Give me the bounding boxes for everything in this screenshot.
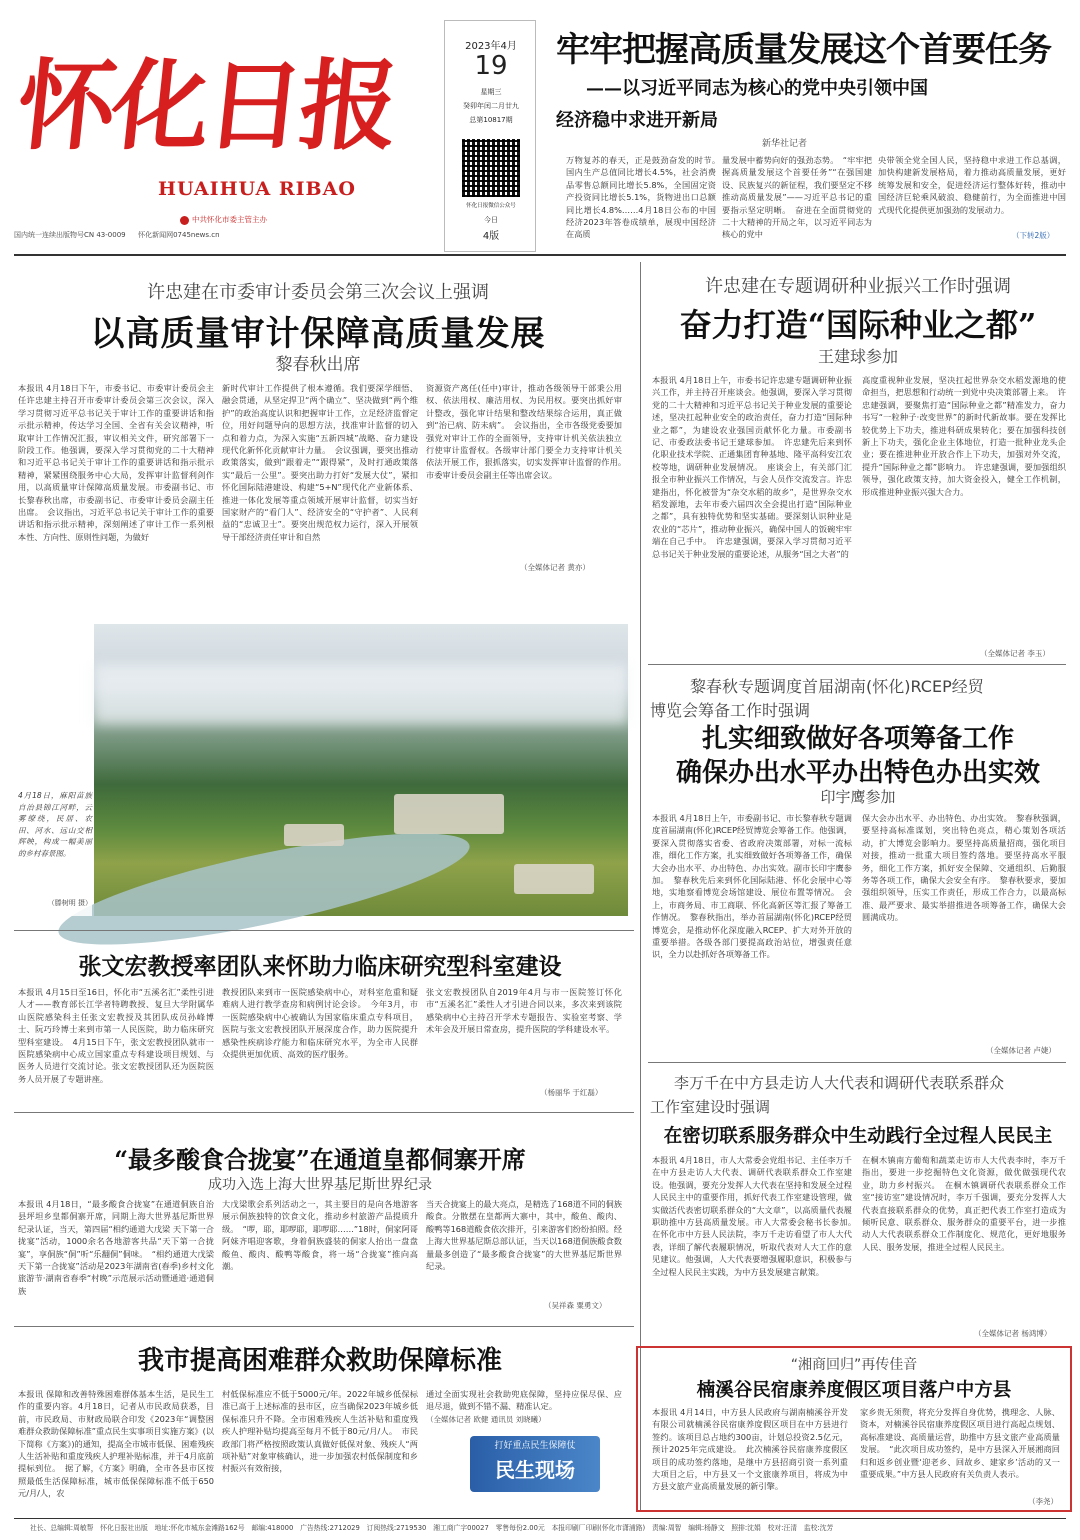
relief-column-3: 通过全面实现社会救助兜底保障，坚持应保尽保、应退尽退，做到不错不漏、精准认定。 — [426, 1389, 622, 1412]
letter-column-2: 在桐木镇南方葡萄和蔬菜走访市人大代表李时，李万千指出，要进一步挖掘特色文化资源，做优做强现代农业，助力乡村振兴。 在桐木镇调研代表联系群众工作室“接访室”建设情况时，李万千强调，要充分发挥人大代表直接联系群众的优势，真正把代表工作室打造成为倾听民意、联系群众、服务群众的重要平台，进一步推动人大代表联系群众工作制度化、规范化，更好地服务人民、服务发展，推进全过程人民民主。 — [862, 1155, 1066, 1252]
clinic-headline: 张文宏教授率团队来怀助力临床研究型科室建设 — [78, 953, 562, 980]
rcep-headline-1: 扎实细致做好各项筹备工作 — [701, 724, 1014, 754]
rcep-subhead: 印宇鹰参加 — [820, 788, 896, 806]
cn-number: 国内统一连续出版物号CN 43-0009 — [14, 231, 126, 239]
photo-river — [51, 811, 476, 967]
date-year-month: 2023年4月 — [465, 41, 517, 52]
audit-kicker: 许忠建在市委审计委员会第三次会议上强调 — [147, 282, 489, 303]
weekday: 星期三 — [480, 88, 502, 96]
photo-village — [394, 794, 504, 834]
minsheng-badge — [470, 1436, 600, 1492]
masthead-divider — [14, 254, 1066, 256]
rcep-column-2: 保大会办出水平、办出特色、办出实效。 黎春秋强调，要坚持高标准谋划，突出特色亮点，精心策划各项活动，扩大博览会影响力。要坚持高质量招商，强化项目对接，推动一批重大项目签约落地。要坚持高水平服务，细化工作方案，抓好安全保障、交通组织、后勤服务等各项工作，确保大会安全有序。 黎春秋要求，要加强组织领导，压实工作责任，形成工作合力，以最高标准、最严要求、最实举措推进各项筹备工作，确保大会圆满成功。 — [862, 813, 1066, 923]
publisher: 中共怀化市委主管主办 — [192, 215, 267, 224]
clinic-column-3: 张文宏教授团队自2019年4月与市一医院签订怀化市“五溪名汇”柔性人才引进合同以来，多次来到该院感染病中心主持召开学术专题报告、实验室考察、学术年会及开展日常查房，提升医院的学科建设水平。 — [426, 987, 622, 1035]
photo-village — [514, 864, 594, 894]
sour-column-3: 当天合拢宴上的最大亮点，是精选了168道不同的侗族酸食。分散摆在皇都两大寨中，其中，酸鱼、酸肉、酸鸭等168道酸食依次排开，引来游客们纷纷拍照。经上海大世界基尼斯总部认证，当天以168道侗族酸食数量最多创造了“最多酸食合拢宴”的大世界基尼斯世界纪录。 — [426, 1199, 622, 1272]
column-separator — [640, 262, 641, 1512]
seed-headline: 奋力打造“国际种业之都” — [679, 306, 1037, 344]
photo-credit: （滕树明 摄） — [47, 899, 92, 907]
divider-seed — [648, 664, 1066, 665]
date-day: 19 — [474, 51, 508, 81]
qr-caption: 怀化日报微信公众号 — [466, 203, 516, 209]
resort-box — [636, 1346, 1072, 1512]
clinic-column-2: 教授团队来到市一医院感染病中心，对科室危重和疑难病人进行教学查房和病例讨论会诊。 今年3月，市一医院感染病中心被确认为国家临床重点专科项目，医院与张文宏教授团队开展深度合作，助力医院提升感染性疾病诊疗能力和临床研究水平，为全市人民群众提供更加优质、高效的医疗服务。 — [222, 987, 418, 1060]
qr-code — [462, 139, 520, 197]
audit-column-1: 本报讯 4月18日下午，市委书记、市委审计委员会主任许忠建主持召开市委审计委员会第三次会议，深入学习贯彻习近平总书记关于审计工作的重要讲话和指示批示精神，传达学习全国、全省有关会议精神，听取审计工作情况汇报，审议相关文件，研究部署下一阶段工作。他强调，要深入学习贯彻党的二十大精神和习近平总书记关于审计工作的重要讲话和指示批示精神，紧紧围绕服务中心大局，发挥审计监督利剑作用，以高质量审计保障高质量发展。市委副书记、市长黎春秋出席，市委副书记、市委审计委员会副主任出席。 会议指出，习近平总书记关于审计工作的重要讲话和指示批示精神，深刻阐述了审计工作一系列根本性、方向性、原则性问题，为做好 — [18, 383, 214, 542]
website: 怀化新闻网0745news.cn — [138, 231, 220, 239]
relief-author: （全媒体记者 欧健 通讯员 刘晓曦） — [426, 1415, 546, 1424]
divider-sour — [14, 1326, 634, 1327]
lunar-date: 癸卯年闰二月廿九 — [463, 102, 519, 110]
clinic-author: （杨丽华 于红磊） — [540, 1088, 603, 1097]
letter-kicker-2: 工作室建设时强调 — [650, 1098, 771, 1116]
lead-headline: 牢牢把握高质量发展这个首要任务 — [556, 30, 1051, 70]
date-box — [444, 20, 536, 252]
seed-author: （全媒体记者 李玉） — [980, 649, 1050, 658]
seed-subhead: 王建球参加 — [817, 347, 898, 366]
badge-top-text: 打好重点民生保障仗 — [494, 1441, 576, 1451]
seed-column-2: 高度重视种业发展，坚决扛起世界杂交水稻发源地的使命担当，把思想和行动统一到党中央决策部署上来。 许忠建强调，要聚焦打造“国际种业之都”精准发力，奋力书写“一粒种子·改变世界”的新时代新故事。要在发挥比较优势上下功夫，推进科研成果转化；要在加强科技创新上下功夫，强化企业主体地位，打造一批种业龙头企业；要在推进种业开放合作上下功夫，加强对外交流，提升“国际种业之都”影响力。 许忠建强调，要加强组织领导，强化政策支持，加大资金投入，健全工作机制，形成推进种业振兴强大合力。 — [862, 375, 1066, 497]
photo-village — [284, 824, 344, 846]
relief-column-1: 本报讯 保障和改善特殊困难群体基本生活，是民生工作的重要内容。4月18日，记者从市民政局获悉，目前，市民政局、市财政局联合印发《2023年“调整困难群众救助保障标准”重点民生实事项目实施方案》(以下简称《方案》)的通知，提高全市城市低保、困难残疾人生活补贴和重度残疾人护理补贴标准，并于4月底前提标到位。 据了解，《方案》明确，全市各县市区按照最低生活保障标准，城市低保保障标准不低于650元/月/人，农 — [18, 1389, 214, 1499]
resort-headline: 楠溪谷民宿康养度假区项目落户中方县 — [696, 1380, 1012, 1401]
resort-column-1: 本报讯 4月14日，中方县人民政府与湖南楠溪谷开发有限公司就楠溪谷民宿康养度假区项目在中方县进行签约。该项目总占地约300亩，计划总投资2.5亿元，预计2025年完成建设。 此次楠溪谷民宿康养度假区项目的成功签约落地，是继中方县招商引资一系列重大项目之后，中方县又一个文旅康养项目，将成为中方县文旅产业高质量发展的新引擎。 — [652, 1407, 848, 1492]
publisher-line — [180, 214, 267, 225]
divider-photo — [14, 930, 634, 931]
masthead-title: 怀化日报 — [12, 49, 401, 164]
resort-column-2: 家乡贵无须赘，将充分发挥自身优势，携理念、人脉、资本，对楠溪谷民宿康养度假区项目进行高起点规划、高标准建设、高质量运营，助推中方县文旅产业高质量发展。 “此次项目成功签约，是中方县深入开展湘商回归和返乡创业暨‘迎老乡、回故乡、建家乡’活动的又一重要成果。”中方县人民政府有关负责人表示。 — [860, 1407, 1060, 1480]
audit-headline: 以高质量审计保障高质量发展 — [90, 314, 546, 354]
sour-author: （吴祥森 粟勇文） — [544, 1301, 607, 1310]
masthead-pinyin: HUAIHUA RIBAO — [158, 178, 356, 200]
rcep-kicker-1: 黎春秋专题调度首届湖南(怀化)RCEP经贸 — [690, 677, 984, 696]
lead-continued[interactable]: （下转2版） — [1012, 231, 1055, 240]
audit-subhead: 黎春秋出席 — [275, 355, 361, 375]
registration-line — [14, 230, 434, 240]
sour-column-2: 大戊梁歌会系列活动之一，其主要目的是向各地游客展示侗族独特的饮食文化，推动乡村旅游产品提质升级。 “啰，耶，耶啰耶，耶啰耶……”18时，侗家阿哥阿妹齐唱迎客歌，身着侗族盛装的侗家人抬出一盘盘酸鱼、酸肉、酸鸭等酸食，将一场“合拢宴”推向高潮。 — [222, 1199, 418, 1272]
lead-column-3: 央带领全党全国人民，坚持稳中求进工作总基调，加快构建新发展格局，着力推动高质量发展，更好统筹发展和安全，促进经济运行整体好转，推动中国经济巨轮乘风破浪、稳健前行，为全面推进中国式现代化提供更加强劲的发展动力。 — [878, 155, 1066, 215]
audit-column-2: 新时代审计工作提供了根本遵循。我们要深学细悟、融会贯通，从坚定捍卫“两个确立”、坚决做到“两个维护”的政治高度认识和把握审计工作，立足经济监督定位，用好问题导向的思想方法，找准审计监督的切入点和着力点，为深入实施“五新四城”战略、奋力建设现代化新怀化贡献审计力量。 会议强调，要突出推动政策落实，做到“跟着走”“跟得紧”，及时打通政策落实“最后一公里”。要突出助力打好“发展大仗”，紧扣怀化国际陆港建设、构建“5+N”现代化产业新体系、推进一体化发展等重点领域开展审计监督，切实当好国家财产的“看门人”、经济安全的“守护者”、人民利益的“忠诚卫士”。要突出规范权力运行，深入开展领导干部经济责任审计和自然 — [222, 383, 418, 542]
lead-column-2: 量发展中蓄势向好的强劲态势。 “牢牢把握高质量发展这个首要任务”“在强国建设、民族复兴的新征程，我们要坚定不移推动高质量发展”——习近平总书记的重要指示坚定明晰。 奋进在全面贯彻党的二十大精神的开局之年，以习近平同志为核心的党中 — [722, 155, 872, 240]
relief-column-2: 村低保标准应不低于5000元/年。2022年城乡低保标准已高于上述标准的县市区，应当确保2023年城乡低保标准只升不降。全市困难残疾人生活补贴和重度残疾人护理补贴均提高至每月不低于80元/月/人。 市民政部门将严格按照政策认真做好低保对象、残疾人“两项补贴”对象审核确认，进一步加强农村低保制度和乡村振兴有效衔接， — [222, 1389, 418, 1474]
photo-caption-box — [18, 790, 92, 916]
issue-number: 总第10817期 — [469, 116, 513, 124]
letter-column-1: 本报讯 4月18日，市人大常委会党组书记、主任李万千在中方县走访人大代表、调研代表联系群众工作室建设。他强调，要充分发挥人大代表在坚持和发展全过程人民民主中的重要作用，抓好代表工作室建设管理，做实做活代表密切联系群众的“大文章”，以高质量代表履职助推中方县高质量发展。市人大常委会秘书长参加。 在怀化市中方县人民法院，李万千走访看望了市人大代表，详细了解代表履职情况，听取代表对人大工作的意见建议。他强调，人大代表要增强履职意识，积极参与全过程人民民主实践，为中方县发展建言献策。 — [652, 1155, 861, 1277]
rcep-column-1: 本报讯 4月18日上午，市委副书记、市长黎春秋专题调度首届湖南(怀化)RCEP经贸博览会筹备工作。他强调，要深入贯彻落实省委、省政府决策部署，对标一流标准，细化工作方案，扎实细致做好各项筹备工作，确保大会办出水平、办出特色、办出实效。副市长印宇鹰参加。 黎春秋先后来到怀化国际陆港、怀化会展中心等地，实地察看博览会场馆建设、展位布置等情况。 会上，市商务局、市工商联、怀化高新区等汇报了筹备工作情况。 黎春秋指出，举办首届湖南(怀化)RCEP经贸博览会，是推动怀化深度融入RCEP、扩大对外开放的重要举措。各级各部门要提高政治站位，增强责任意识，全力以赴抓好各项筹备工作。 — [652, 813, 852, 960]
relief-headline: 我市提高困难群众救助保障标准 — [137, 1346, 502, 1376]
publisher-logo-icon — [180, 216, 189, 225]
rcep-headline-2: 确保办出水平办出特色办出实效 — [675, 758, 1040, 788]
rcep-author: （全媒体记者 卢婕） — [986, 1046, 1056, 1055]
page-count: 4版 — [482, 231, 500, 242]
lead-subhead-1: ——以习近平同志为核心的党中央引领中国 — [586, 78, 928, 99]
today-label: 今日 — [484, 216, 498, 224]
clinic-column-1: 本报讯 4月15日至16日，怀化市“五溪名汇”柔性引进人才——教育部长江学者特聘教授、复旦大学附属华山医院感染科主任张文宏教授及其团队成员孙峰博士、阮巧玲博士来到市第一人民医院，助力临床研究型科室建设。 4月15日下午，张文宏教授团队就市一医院感染病中心成立国家重点专科建设项目规划、与医务人员进行交流讨论。张文宏教授团队还为医院医务人员开展了专题讲座。 — [18, 987, 214, 1084]
footer-imprint: 社长、总编辑:周敏帮 怀化日报社出版 地址:怀化市城东金滩路162号 邮编:418000 广告热线:2712029 订阅热线:2719530 湘工商广字00027 零售每份2.00元 本报印刷厂印刷(怀化市潇浦路) 责编:周智 编辑:杨静文 照排:沈娟 校对:汪清 监校:沈芳 — [30, 1524, 834, 1532]
audit-column-3: 资源资产离任(任中)审计，推动各级领导干部秉公用权、依法用权、廉洁用权、为民用权。要突出抓好审计整改，强化审计结果和整改结果综合运用，真正做到“治已病、防未病”。 会议指出，全市各级党委要加强党对审计工作的全面领导，支持审计机关依法独立行使审计监督权。各级审计部门要全力支持审计机关依法开展工作，狠抓落实，切实发挥审计监督的作用。 市委审计委员会副主任等出席会议。 — [426, 383, 631, 480]
photo-caption: 4月18日，麻阳苗族自治县锦江河畔，云雾缭绕，民居、农田、河水、远山交相辉映，构成一幅美丽的乡村春景图。 — [18, 791, 92, 858]
photo-mist — [94, 664, 628, 724]
seed-column-1: 本报讯 4月18日上午，市委书记许忠建专题调研种业振兴工作，并主持召开座谈会。他强调，要深入学习贯彻党的二十大精神和习近平总书记关于种业发展的重要论述，坚决扛起种业安全的政治责任，奋力打造“国际种业之都”，为建设农业强国贡献怀化力量。市委副书记、市委政法委书记王建球参加。 许忠建先后来到怀化职业技术学院、正通集团育种基地、隆平高科安江农校等地，调研种业发展情况。 座谈会上，有关部门汇报全市种业振兴工作情况，与会人员作交流发言。许忠建指出，怀化被誉为“杂交水稻的故乡”，是世界杂交水稻发源地，去年市委六届四次全会提出打造“国际种业之都”，具有独特优势和坚实基础。要深刻认识种业是农业的“芯片”，推动种业振兴，确保中国人的饭碗牢牢端在自己手中。 许忠建强调，要深入学习贯彻习近平总书记关于种业发展的重要论述，从服务“国之大者”的 — [652, 375, 852, 559]
lead-column-1: 万物复苏的春天，正是鼓劲奋发的时节。 国内生产总值同比增长4.5%，社会消费品零售总额同比增长5.8%，全国固定资产投资同比增长5.1%，货物进出口总额同比增长4.8%……4月18日公布的中国经济2023年答卷成绩单，展现中国经济在高质 — [566, 155, 725, 240]
rcep-kicker-2: 博览会筹备工作时强调 — [650, 701, 811, 720]
sour-column-1: 本报讯 4月18日，“最多酸食合拢宴”在通道侗族自治县坪坦乡皇都侗寨开席，同期上海大世界基尼斯世界纪录认证，当天，第四届“相约通道大戊梁 天下第一合拢宴”活动，1000余名各地游客共品“天下第一合拢宴”，享侗族“侗”听“乐翻侗”侗味。 “相约通道大戊梁 天下第一合拢宴”活动是2023年湖南省(春季)乡村文化旅游节·湖南省春季“村晚”示范展示活动暨通道·通道侗族 — [18, 1199, 214, 1296]
letter-author: （全媒体记者 杨鸿博） — [974, 1329, 1052, 1338]
divider-rcep — [648, 1062, 1066, 1063]
badge-main-text: 民生现场 — [495, 1458, 575, 1482]
sour-subhead: 成功入选上海大世界基尼斯世界纪录 — [208, 1177, 432, 1193]
resort-kicker: “湘商回归”再传佳音 — [790, 1357, 918, 1373]
seed-kicker: 许忠建在专题调研种业振兴工作时强调 — [705, 276, 1011, 297]
resort-author: （李尧） — [1028, 1497, 1058, 1506]
letter-headline: 在密切联系服务群众中生动践行全过程人民民主 — [663, 1126, 1053, 1147]
lead-subhead-2: 经济稳中求进开新局 — [556, 110, 718, 131]
lead-byline: 新华社记者 — [762, 139, 808, 149]
divider-clinic — [14, 1112, 634, 1113]
letter-kicker-1: 李万千在中方县走访人大代表和调研代表联系群众 — [674, 1074, 1005, 1092]
audit-author: （全媒体记者 黄亦） — [520, 563, 590, 572]
footer-rule — [14, 1518, 1066, 1519]
landscape-photo — [94, 624, 628, 916]
sour-headline: “最多酸食合拢宴”在通道皇都侗寨开席 — [114, 1145, 526, 1174]
